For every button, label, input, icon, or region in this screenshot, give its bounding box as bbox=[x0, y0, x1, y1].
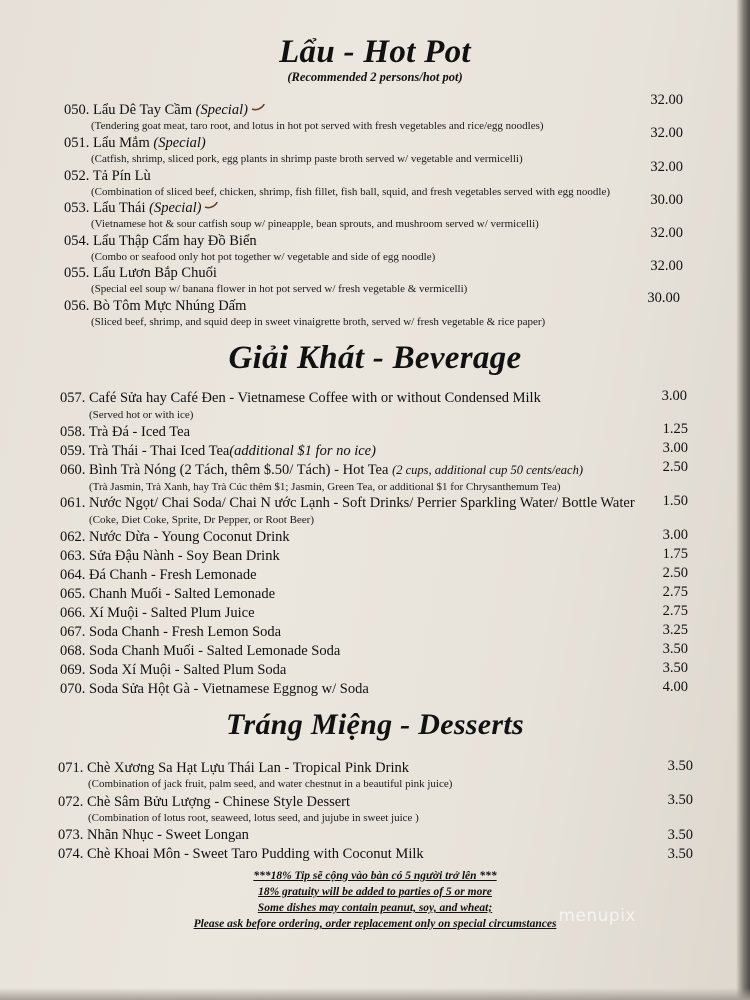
menu-item-price: 32.00 bbox=[650, 92, 683, 108]
menu-item-063: 063. Sửa Đậu Nành - Soy Bean Drink bbox=[60, 548, 280, 564]
menu-item-price: 3.00 bbox=[661, 388, 687, 404]
paper-bottom-shadow bbox=[0, 988, 750, 1000]
menu-item-price: 32.00 bbox=[650, 125, 683, 141]
menu-item-price: 32.00 bbox=[650, 159, 683, 175]
section-title-hotpot: Lẩu - Hot Pot bbox=[279, 34, 471, 70]
menu-item-price: 30.00 bbox=[647, 290, 680, 306]
menu-item-price: 3.25 bbox=[662, 622, 688, 638]
menu-item-price: 2.50 bbox=[662, 459, 688, 475]
section-subtitle-hotpot: (Recommended 2 persons/hot pot) bbox=[287, 70, 463, 84]
menu-item-desc: (Combination of jack fruit, palm seed, and water chestnut in a beautiful pink juice) bbox=[88, 778, 453, 790]
menu-item-073: 073. Nhãn Nhục - Sweet Longan bbox=[58, 827, 249, 843]
menu-item-069: 069. Soda Xí Muội - Salted Plum Soda bbox=[60, 662, 287, 678]
footer-replacement: Please ask before ordering, order replacement only on special circumstances bbox=[193, 918, 557, 930]
watermark-logo: menupix bbox=[558, 906, 636, 926]
menu-item-desc: (Vietnamese hot & sour catfish soup w/ pineapple, bean sprouts, and mushroom served w/ vermicelli) bbox=[91, 218, 539, 230]
menu-item-067: 067. Soda Chanh - Fresh Lemon Soda bbox=[60, 624, 282, 640]
menu-item-price: 32.00 bbox=[650, 258, 683, 274]
menu-item-057: 057. Café Sửa hay Café Đen - Vietnamese Coffee with or without Condensed Milk bbox=[60, 390, 541, 406]
menu-item-price: 32.00 bbox=[650, 225, 683, 241]
menu-item-055: 055. Lẩu Lươn Bắp Chuối bbox=[64, 265, 217, 281]
menu-item-065: 065. Chanh Muối - Salted Lemonade bbox=[60, 586, 276, 602]
menu-item-price: 2.75 bbox=[662, 584, 688, 600]
menu-item-070: 070. Soda Sửa Hột Gà - Vietnamese Eggnog w/ Soda bbox=[60, 681, 369, 697]
menu-item-desc: (Catfish, shrimp, sliced pork, egg plants in shrimp paste broth served w/ vegetable and vermicelli) bbox=[91, 153, 523, 165]
menu-item-064: 064. Đá Chanh - Fresh Lemonade bbox=[60, 567, 257, 583]
menu-item-price: 3.50 bbox=[667, 792, 693, 808]
menu-item-price: 3.50 bbox=[667, 827, 693, 843]
menu-item-desc: (Sliced beef, shrimp, and squid deep in sweet vinaigrette broth, served w/ fresh vegetable & rice paper) bbox=[91, 316, 546, 328]
menu-item-060: 060. Bình Trà Nóng (2 Tách, thêm $.50/ Tách) - Hot Tea (2 cups, additional cup 50 cents/each) bbox=[60, 462, 583, 478]
chili-icon bbox=[251, 104, 265, 111]
menu-item-desc: (Combo or seafood only hot pot together w/ vegetable and side of egg noodle) bbox=[91, 251, 436, 263]
menu-item-059: 059. Trà Thái - Thai Iced Tea(additional $1 for no ice) bbox=[60, 443, 376, 459]
section-title-beverage: Giải Khát - Beverage bbox=[228, 340, 522, 376]
menu-item-price: 30.00 bbox=[650, 192, 683, 208]
menu-item-074: 074. Chè Khoai Môn - Sweet Taro Pudding with Coconut Milk bbox=[58, 846, 424, 862]
chili-icon bbox=[204, 202, 218, 209]
menu-item-price: 3.50 bbox=[662, 660, 688, 676]
menu-item-054: 054. Lẩu Thập Cẩm hay Đồ Biển bbox=[64, 233, 257, 249]
menu-item-desc: (Served hot or with ice) bbox=[89, 409, 194, 421]
menu-item-056: 056. Bò Tôm Mực Nhúng Dấm bbox=[64, 298, 247, 314]
menu-item-price: 2.50 bbox=[662, 565, 688, 581]
menu-item-price: 2.75 bbox=[662, 603, 688, 619]
menu-item-058: 058. Trà Đá - Iced Tea bbox=[60, 424, 191, 440]
menu-item-062: 062. Nước Dừa - Young Coconut Drink bbox=[60, 529, 290, 545]
menu-item-068: 068. Soda Chanh Muối - Salted Lemonade Soda bbox=[60, 643, 341, 659]
menu-item-price: 3.00 bbox=[662, 440, 688, 456]
menu-item-053: 053. Lẩu Thái (Special) bbox=[64, 200, 218, 217]
menu-item-066: 066. Xí Muội - Salted Plum Juice bbox=[60, 605, 255, 621]
menu-item-price: 3.50 bbox=[662, 641, 688, 657]
menu-item-desc: (Trà Jasmin, Trà Xanh, hay Trà Cúc thêm $1; Jasmin, Green Tea, or additional $1 for Chrysanthemum Tea) bbox=[89, 481, 561, 493]
menu-item-desc: (Coke, Diet Coke, Sprite, Dr Pepper, or Root Beer) bbox=[89, 514, 315, 526]
menu-item-price: 1.25 bbox=[662, 421, 688, 437]
menu-item-price: 3.00 bbox=[662, 527, 688, 543]
section-title-desserts: Tráng Miệng - Desserts bbox=[225, 708, 524, 741]
menu-item-072: 072. Chè Sâm Bửu Lượng - Chinese Style Dessert bbox=[58, 794, 351, 810]
paper-edge-shadow bbox=[736, 0, 750, 1000]
menu-item-desc: (Combination of lotus root, seaweed, lotus seed, and jujube in sweet juice ) bbox=[88, 812, 419, 824]
menu-item-price: 4.00 bbox=[662, 679, 688, 695]
footer-gratuity: 18% gratuity will be added to parties of 5 or more bbox=[258, 886, 492, 898]
menu-item-desc: (Tendering goat meat, taro root, and lotus in hot pot served with fresh vegetables and rice/egg noodles) bbox=[91, 120, 544, 132]
menu-item-051: 051. Lẩu Mắm (Special) bbox=[64, 135, 206, 151]
menu-item-price: 3.50 bbox=[667, 758, 693, 774]
menu-item-071: 071. Chè Xương Sa Hạt Lựu Thái Lan - Tropical Pink Drink bbox=[58, 760, 409, 776]
menu-item-052: 052. Tả Pín Lù bbox=[64, 168, 151, 184]
footer-allergy: Some dishes may contain peanut, soy, and wheat; bbox=[257, 902, 493, 914]
menu-item-price: 3.50 bbox=[667, 846, 693, 862]
menu-item-050: 050. Lẩu Dê Tay Cầm (Special) bbox=[64, 102, 265, 119]
menu-item-desc: (Special eel soup w/ banana flower in hot pot served w/ fresh vegetable & vermicelli) bbox=[91, 283, 468, 295]
footer-tip-vietnamese: ***18% Tip sẽ cộng vào bàn có 5 người trở lên *** bbox=[253, 870, 497, 882]
menu-item-061: 061. Nước Ngọt/ Chai Soda/ Chai N ước Lạnh - Soft Drinks/ Perrier Sparkling Water/ Bottle Water bbox=[60, 495, 635, 511]
menu-item-desc: (Combination of sliced beef, chicken, shrimp, fish fillet, fish ball, squid, and fresh vegetables served with egg noodle) bbox=[91, 186, 611, 198]
menu-item-price: 1.50 bbox=[662, 493, 688, 509]
menu-item-price: 1.75 bbox=[662, 546, 688, 562]
